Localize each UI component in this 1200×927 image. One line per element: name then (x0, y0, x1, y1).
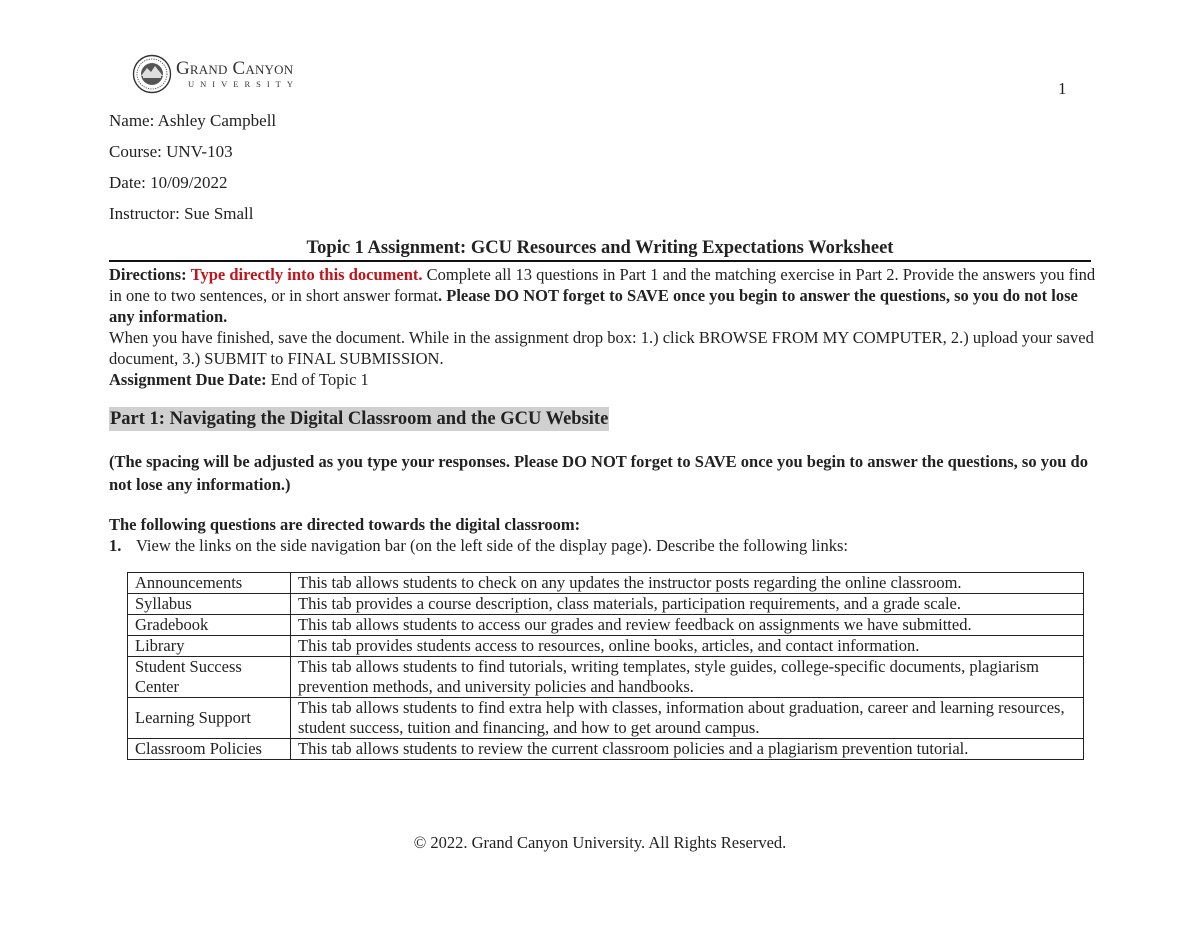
link-description: This tab allows students to find extra help with classes, information about graduation, career and learning resources, student success, tuition and financing, and how to get around campus. (291, 698, 1084, 739)
table-row (128, 636, 1084, 657)
question-1-number: 1. (109, 536, 122, 555)
logo-line-1: Grand Canyon (176, 58, 294, 80)
spacing-note: (The spacing will be adjusted as you type your responses. Please DO NOT forget to SAVE once you begin to answer the questions, so you do not lose any information.) (109, 452, 1088, 494)
document-title: Topic 1 Assignment: GCU Resources and Writing Expectations Worksheet (109, 237, 1091, 262)
directions-bold-text: . Please DO NOT forget to SAVE once you begin to answer the questions, so you do not lose any information. (109, 286, 1078, 326)
directions-label: Directions: (109, 265, 187, 284)
copyright-footer: © 2022. Grand Canyon University. All Rights Reserved. (413, 833, 787, 852)
gcu-seal-icon (132, 54, 172, 94)
question-1 (109, 535, 848, 556)
question-1-text: View the links on the side navigation bar (on the left side of the display page). Describe the following links: (136, 536, 849, 555)
part1-heading: Part 1: Navigating the Digital Classroom and the GCU Website (110, 409, 609, 429)
links-table (127, 572, 1084, 760)
due-date-label: Assignment Due Date: (109, 370, 267, 389)
due-date-value: End of Topic 1 (266, 370, 369, 389)
link-name: Learning Support (128, 698, 291, 739)
student-name: Name: Ashley Campbell (109, 111, 277, 130)
table-row (128, 739, 1084, 760)
link-description: This tab allows students to find tutorials, writing templates, style guides, college-specific documents, plagiarism prevention methods, and university policies and handbooks. (291, 657, 1084, 698)
gcu-logo (132, 54, 299, 94)
table-row (128, 573, 1084, 594)
table-row (128, 594, 1084, 615)
directions-paragraph (109, 264, 1099, 327)
link-name: Student Success Center (128, 657, 291, 698)
link-description: This tab allows students to check on any updates the instructor posts regarding the online classroom. (291, 573, 1084, 594)
link-name: Library (128, 636, 291, 657)
directions-block (109, 264, 1099, 390)
link-description: This tab allows students to review the current classroom policies and a plagiarism prevention tutorial. (291, 739, 1084, 760)
questions-heading: The following questions are directed towards the digital classroom: (109, 515, 581, 534)
link-description: This tab allows students to access our grades and review feedback on assignments we have submitted. (291, 615, 1084, 636)
submission-date: Date: 10/09/2022 (109, 173, 228, 192)
logo-line-2: UNIVERSITY (188, 79, 299, 90)
table-row (128, 615, 1084, 636)
link-description: This tab provides students access to resources, online books, articles, and contact information. (291, 636, 1084, 657)
link-name: Classroom Policies (128, 739, 291, 760)
link-description: This tab provides a course description, class materials, participation requirements, and a grade scale. (291, 594, 1084, 615)
table-row (128, 657, 1084, 698)
link-name: Announcements (128, 573, 291, 594)
course-code: Course: UNV-103 (109, 142, 233, 161)
submission-instructions: When you have finished, save the document. While in the assignment drop box: 1.) click BROWSE FROM MY COMPUTER, 2.) upload your saved document, 3.) SUBMIT to FINAL SUBMISSION. (109, 328, 1094, 368)
instructor-name: Instructor: Sue Small (109, 204, 254, 223)
table-row (128, 698, 1084, 739)
link-name: Syllabus (128, 594, 291, 615)
student-info (109, 110, 276, 234)
link-name: Gradebook (128, 615, 291, 636)
page-number: 1 (1058, 79, 1067, 98)
directions-red-text: Type directly into this document. (190, 265, 423, 284)
directions-text: Complete all 13 questions in Part 1 and the matching exercise in Part 2. Provide the answers you find in one to two sentences, or in short answer format (109, 265, 1096, 305)
due-date-line (109, 369, 1099, 390)
